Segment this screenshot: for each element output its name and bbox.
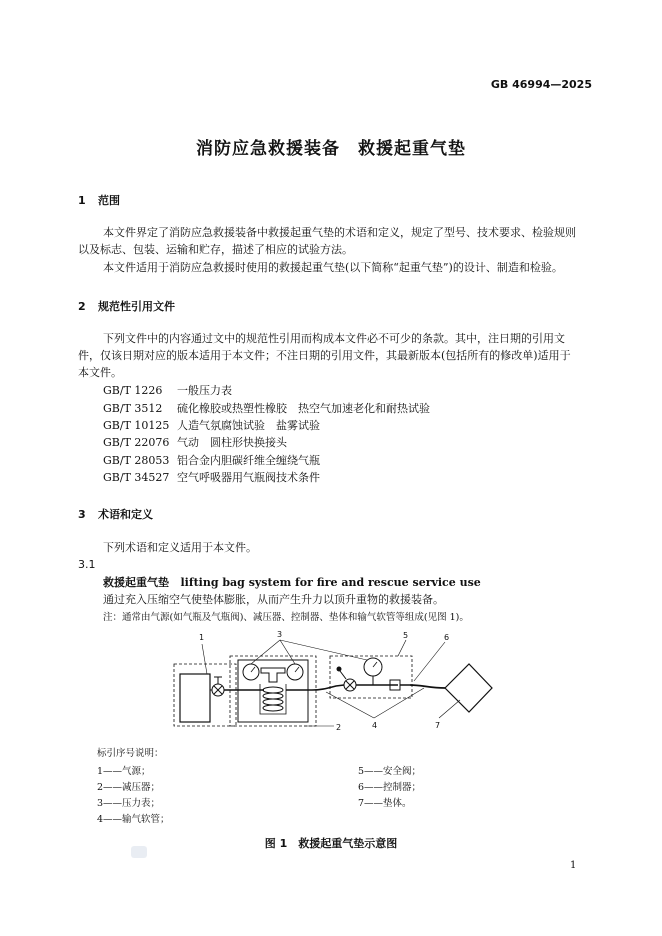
- gauge-needle: [295, 667, 299, 672]
- reference-title: 人造气氛腐蚀试验 盐雾试验: [177, 419, 320, 432]
- section-1-title: 范围: [98, 194, 120, 207]
- legend-item: 2——减压器；: [97, 782, 161, 793]
- legend-item: 7——垫体。: [358, 798, 412, 809]
- legend-item: 1——气源；: [97, 766, 151, 777]
- section-1-para-1-line-2: 以及标志、包装、运输和贮存，描述了相应的试验方法。: [78, 243, 353, 256]
- lifting-bag: [445, 664, 492, 712]
- reducer-spring: [263, 705, 283, 711]
- callout-label: 4: [372, 721, 378, 730]
- lifting-bag-diagram: [160, 628, 500, 740]
- reference-item: [103, 469, 320, 485]
- document-title: 消防应急救援装备 救援起重气垫: [196, 139, 466, 159]
- leader-line: [414, 642, 445, 681]
- reference-code: GB/T 34527: [103, 471, 170, 484]
- figure-caption: 图 1 救援起重气垫示意图: [264, 837, 398, 850]
- air-hose: [312, 685, 344, 690]
- callout-label: 6: [444, 633, 450, 642]
- section-3-title: 术语和定义: [98, 508, 153, 521]
- section-3-heading: [78, 506, 153, 522]
- leader-line: [326, 692, 374, 718]
- reference-title: 空气呼吸器用气瓶阀技术条件: [177, 471, 320, 484]
- reducer-handle: [261, 668, 285, 682]
- reference-item: [103, 434, 287, 450]
- reducer-spring: [263, 699, 283, 705]
- term-definition: 通过充入压缩空气使垫体膨胀，从而产生升力以顶升重物的救援装备。: [103, 593, 444, 606]
- reference-item: [103, 400, 430, 416]
- reference-code: GB/T 22076: [103, 436, 170, 449]
- gauge-needle: [251, 667, 255, 672]
- legend-item: 3——压力表；: [97, 798, 161, 809]
- safety-valve-lever: [340, 671, 346, 679]
- section-1-heading: [78, 192, 120, 208]
- reference-code: GB/T 28053: [103, 454, 170, 467]
- leader-line: [202, 644, 207, 674]
- clause-number: 3.1: [78, 558, 96, 571]
- section-1-para-2: 本文件适用于消防应急救援时使用的救援起重气垫(以下简称“起重气垫”)的设计、制造和检验。: [103, 261, 563, 274]
- callout-label: 7: [435, 721, 441, 730]
- section-2-heading: [78, 298, 175, 314]
- page-number: 1: [570, 860, 577, 871]
- controller-box: [330, 656, 412, 698]
- reference-code: GB/T 10125: [103, 419, 170, 432]
- callout-label: 5: [403, 631, 409, 640]
- section-3-intro: 下列术语和定义适用于本文件。: [103, 541, 257, 554]
- gas-source-box: [174, 664, 236, 726]
- term-note: 注：通常由气源(如气瓶及气瓶阀)、减压器、控制器、垫体和输气软管等组成(见图 1)。: [103, 612, 469, 623]
- legend-item: 6——控制器；: [358, 782, 422, 793]
- callout-label: 1: [199, 633, 205, 642]
- section-2-number: 2: [78, 300, 86, 313]
- term-entry: [103, 574, 481, 590]
- section-3-number: 3: [78, 508, 86, 521]
- reference-item: [103, 417, 320, 433]
- reference-title: 铝合金内胆碳纤维全缠绕气瓶: [177, 454, 320, 467]
- section-1-number: 1: [78, 194, 86, 207]
- air-hose: [410, 685, 445, 688]
- reference-title: 一般压力表: [177, 384, 232, 397]
- term-chinese: 救援起重气垫: [103, 576, 169, 589]
- leader-line: [398, 640, 406, 656]
- section-2-para-line-2: 件，仅该日期对应的版本适用于本文件；不注日期的引用文件，其最新版本(包括所有的修改单)适用于: [78, 349, 571, 362]
- leader-line: [374, 688, 424, 718]
- reference-code: GB/T 3512: [103, 402, 163, 415]
- reference-title: 硫化橡胶或热塑性橡胶 热空气加速老化和耐热试验: [177, 402, 430, 415]
- section-2-para-line-3: 本文件。: [78, 366, 122, 379]
- leader-line: [439, 700, 460, 718]
- leader-line: [280, 640, 367, 660]
- gauge-needle: [373, 662, 377, 667]
- term-english: lifting bag system for fire and rescue service use: [180, 576, 481, 589]
- standard-number: GB 46994—2025: [490, 78, 592, 91]
- reducer-spring: [263, 693, 283, 699]
- legend-title: 标引序号说明：: [97, 748, 164, 759]
- reducer-spring: [263, 687, 283, 693]
- legend-item: 5——安全阀；: [358, 766, 422, 777]
- gas-cylinder: [180, 674, 210, 722]
- callout-label: 3: [277, 630, 283, 639]
- reference-item: [103, 452, 320, 468]
- reducer-box: [230, 656, 316, 726]
- section-2-title: 规范性引用文件: [98, 300, 175, 313]
- legend-item: 4——输气软管；: [97, 814, 170, 825]
- reference-item: [103, 382, 232, 398]
- watermark-icon: [131, 846, 147, 858]
- section-1-para-1-line-1: 本文件界定了消防应急救援装备中救援起重气垫的术语和定义，规定了型号、技术要求、检验规则: [103, 226, 576, 239]
- reference-code: GB/T 1226: [103, 384, 163, 397]
- callout-label: 2: [336, 723, 342, 732]
- safety-valve-knob: [337, 667, 342, 672]
- reference-title: 气动 圆柱形快换接头: [177, 436, 287, 449]
- section-2-para-line-1: 下列文件中的内容通过文中的规范性引用而构成本文件必不可少的条款。其中，注日期的引用文: [103, 332, 565, 345]
